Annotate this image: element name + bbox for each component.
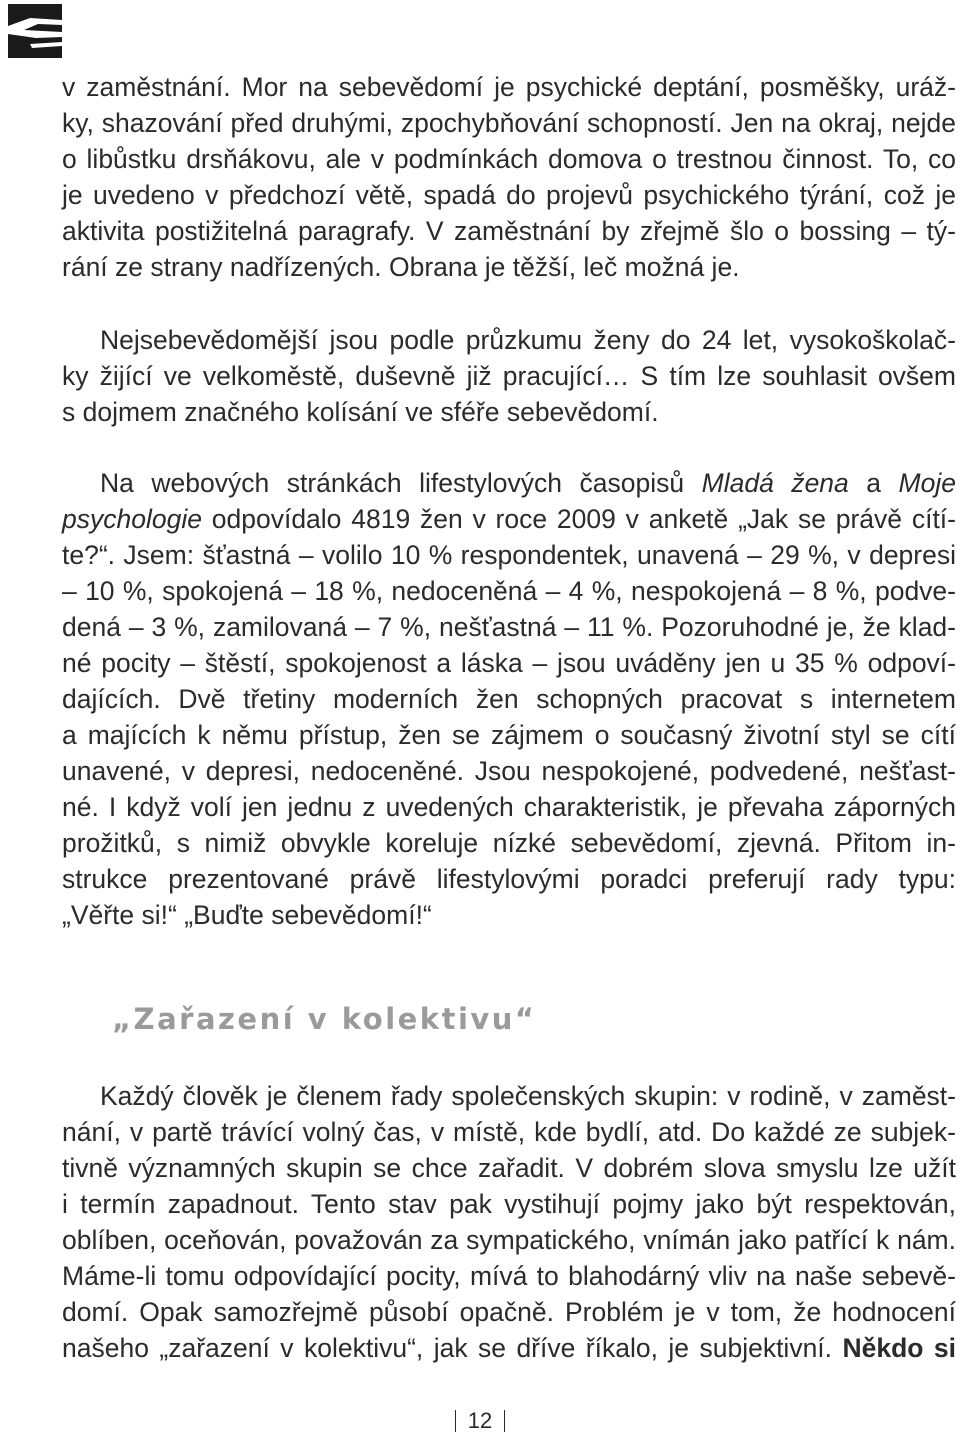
text-line: dená – 3 %, zamilovaná – 7 %, nešťastná – 11 %. Pozoruhodné je, že klad- bbox=[62, 612, 956, 642]
text-line: psychologie odpovídalo 4819 žen v roce 2009 v anketě „Jak se právě cítí- bbox=[62, 504, 956, 534]
text-line: unavené, v depresi, nedoceněné. Jsou nespokojené, podvedené, nešťast- bbox=[62, 756, 956, 786]
magazine-title: Moje bbox=[898, 468, 956, 498]
magazine-title: Mladá žena bbox=[701, 468, 849, 498]
text-line: né. I když volí jen jednu z uvedených charakteristik, je převaha záporných bbox=[62, 792, 956, 822]
text-line: tivně významných skupin se chce zařadit. V dobrém slova smyslu lze užít bbox=[62, 1153, 956, 1183]
text-line: Každý člověk je členem řady společenských skupin: v rodině, v zaměst- bbox=[100, 1081, 956, 1111]
text-line: Nejsebevědomější jsou podle průzkumu ženy do 24 let, vysokoškolač- bbox=[100, 325, 956, 355]
text-line: te?“. Jsem: šťastná – volilo 10 % respondentek, unavená – 29 %, v depresi bbox=[62, 540, 956, 570]
text-line: „Věřte si!“ „Buďte sebevědomí!“ bbox=[62, 900, 432, 930]
text-line: a majících k němu přístup, žen se zájmem o současný životní styl se cítí bbox=[62, 720, 956, 750]
page-number bbox=[0, 1408, 960, 1434]
text-line: je uvedeno v předchozí větě, spadá do projevů psychického týrání, což je bbox=[62, 180, 956, 210]
text-line: né pocity – štěstí, spokojenost a láska – jsou uváděny jen u 35 % odpoví- bbox=[62, 648, 956, 678]
text-line: rání ze strany nadřízených. Obrana je těžší, leč možná je. bbox=[62, 252, 740, 282]
text-line: aktivita postižitelná paragrafy. V zaměstnání by zřejmě šlo o bossing – tý- bbox=[62, 216, 956, 246]
text-line: i termín zapadnout. Tento stav pak vystihují pojmy jako být respektován, bbox=[62, 1189, 956, 1219]
page-number-value: 12 bbox=[467, 1408, 493, 1433]
bold-text: Někdo si bbox=[842, 1333, 956, 1363]
text-line: o libůstku drsňákovu, ale v podmínkách domova o trestnou činnost. To, co bbox=[62, 144, 956, 174]
text-line: domí. Opak samozřejmě působí opačně. Problém je v tom, že hodnocení bbox=[62, 1297, 956, 1327]
text-line: našeho „zařazení v kolektivu“, jak se dříve říkalo, je subjektivní. Někdo si bbox=[62, 1333, 956, 1363]
text-line: oblíben, oceňován, považován za sympatického, vnímán jako patřící k nám. bbox=[62, 1225, 956, 1255]
text-line: ky žijící ve velkoměstě, duševně již pracující… S tím lze souhlasit ovšem bbox=[62, 361, 956, 391]
text-line: dajících. Dvě třetiny moderních žen schopných pracovat s internetem bbox=[62, 684, 956, 714]
text-line: ky, shazování před druhými, zpochybňování schopností. Jen na okraj, nejde bbox=[62, 108, 956, 138]
section-heading: „Zařazení v kolektivu“ bbox=[112, 1002, 537, 1036]
text-line: v zaměstnání. Mor na sebevědomí je psychické deptání, posměšky, uráž- bbox=[62, 72, 956, 102]
divider bbox=[504, 1410, 505, 1432]
publisher-logo-icon bbox=[8, 4, 62, 58]
text-line: Na webových stránkách lifestylových časopisů Mladá žena a Moje bbox=[100, 468, 956, 498]
text-line: s dojmem značného kolísání ve sféře sebevědomí. bbox=[62, 397, 659, 427]
text-line: strukce prezentované právě lifestylovými poradci preferují rady typu: bbox=[62, 864, 956, 894]
text-line: – 10 %, spokojená – 18 %, nedoceněná – 4 %, nespokojená – 8 %, podve- bbox=[62, 576, 956, 606]
text-line: prožitků, s nimiž obvykle koreluje nízké sebevědomí, zjevná. Přitom in- bbox=[62, 828, 956, 858]
divider bbox=[455, 1410, 456, 1432]
magazine-title: psychologie bbox=[62, 504, 202, 534]
text-line: Máme-li tomu odpovídající pocity, mívá to blahodárný vliv na naše sebevě- bbox=[62, 1261, 956, 1291]
text-line: nání, v partě trávící volný čas, v místě, kde bydlí, atd. Do každé ze subjek- bbox=[62, 1117, 956, 1147]
